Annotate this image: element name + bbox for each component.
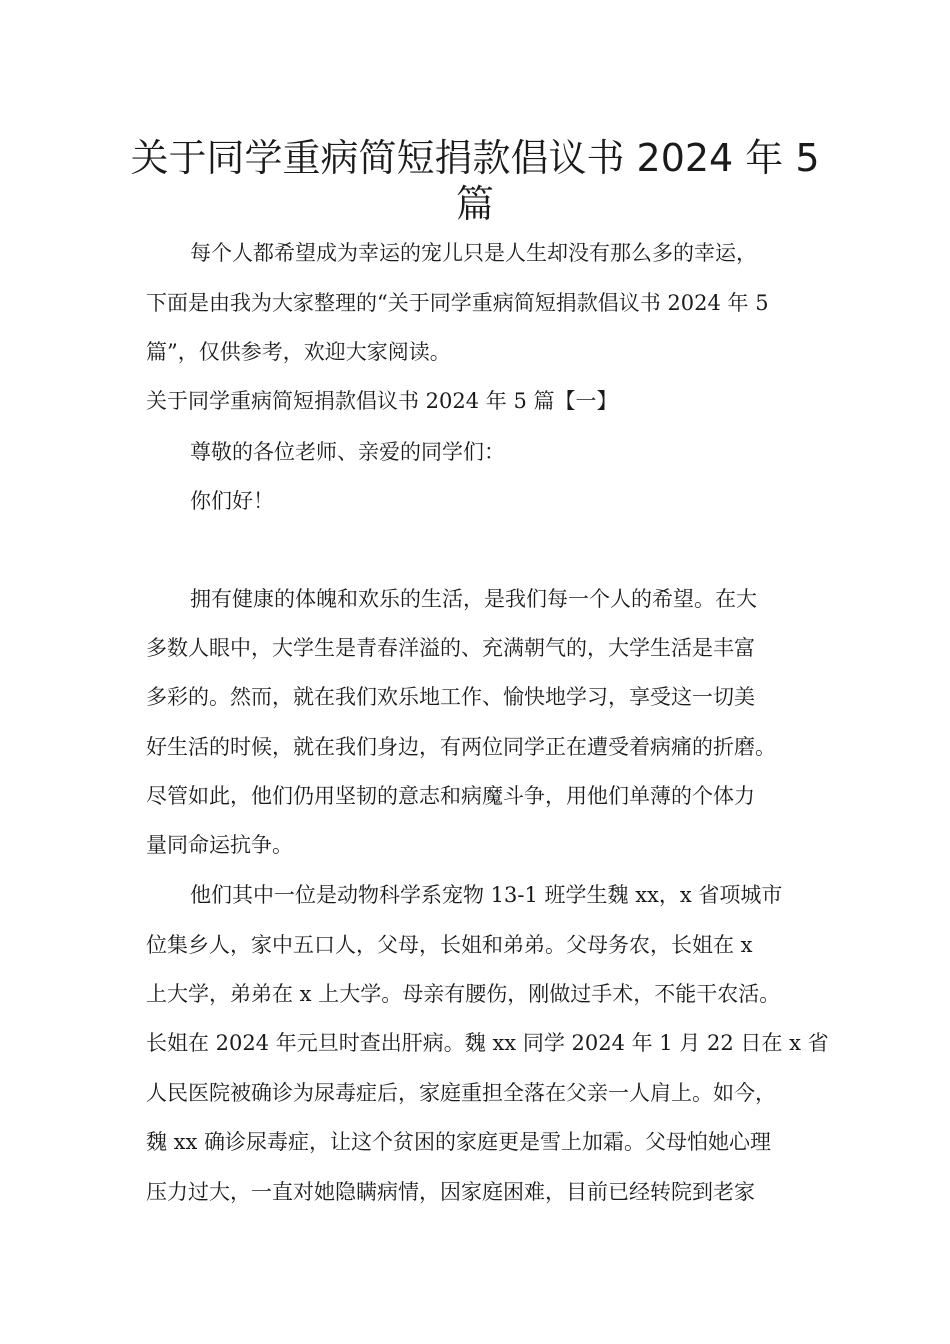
body-line-13: 压力过大，一直对她隐瞒病情，因家庭困难，目前已经转院到老家 [146, 1180, 755, 1204]
body-line-1: 拥有健康的体魄和欢乐的生活，是我们每一个人的希望。在大 [190, 587, 757, 611]
document-title-line-2: 篇 [455, 182, 494, 226]
intro-line-3: 篇”，仅供参考，欢迎大家阅读。 [146, 340, 451, 364]
body-line-3: 多彩的。然而，就在我们欢乐地工作、愉快地学习，享受这一切美 [146, 685, 755, 709]
salutation: 尊敬的各位老师、亲爱的同学们： [190, 440, 505, 464]
body-line-12: 魏 xx 确诊尿毒症，让这个贫困的家庭更是雪上加霜。父母怕她心理 [146, 1130, 772, 1154]
body-line-8: 位集乡人，家中五口人，父母，长姐和弟弟。父母务农，长姐在 x [146, 933, 753, 957]
body-line-11: 人民医院被确诊为尿毒症后，家庭重担全落在父亲一人肩上。如今， [146, 1081, 776, 1105]
body-line-2: 多数人眼中，大学生是青春洋溢的、充满朝气的，大学生活是丰富 [146, 636, 755, 660]
greeting: 你们好！ [190, 489, 274, 513]
body-line-9: 上大学，弟弟在 x 上大学。母亲有腰伤，刚做过手术，不能干农活。 [146, 982, 781, 1006]
body-line-4: 好生活的时候，就在我们身边，有两位同学正在遭受着病痛的折磨。 [146, 735, 776, 759]
section-heading: 关于同学重病简短捐款倡议书 2024 年 5 篇【一】 [146, 389, 618, 413]
intro-line-2: 下面是由我为大家整理的“关于同学重病简短捐款倡议书 2024 年 5 [146, 291, 769, 315]
body-line-5: 尽管如此，他们仍用坚韧的意志和病魔斗争，用他们单薄的个体力 [146, 784, 755, 808]
document-title-line-1: 关于同学重病简短捐款倡议书 2024 年 5 [130, 136, 820, 180]
intro-line-1: 每个人都希望成为幸运的宠儿只是人生却没有那么多的幸运， [190, 241, 757, 265]
body-line-7: 他们其中一位是动物科学系宠物 13-1 班学生魏 xx，x 省项城市 [190, 883, 783, 907]
body-line-10: 长姐在 2024 年元旦时查出肝病。魏 xx 同学 2024 年 1 月 22 日在 x 省 [146, 1031, 829, 1055]
body-line-6: 量同命运抗争。 [146, 833, 293, 857]
